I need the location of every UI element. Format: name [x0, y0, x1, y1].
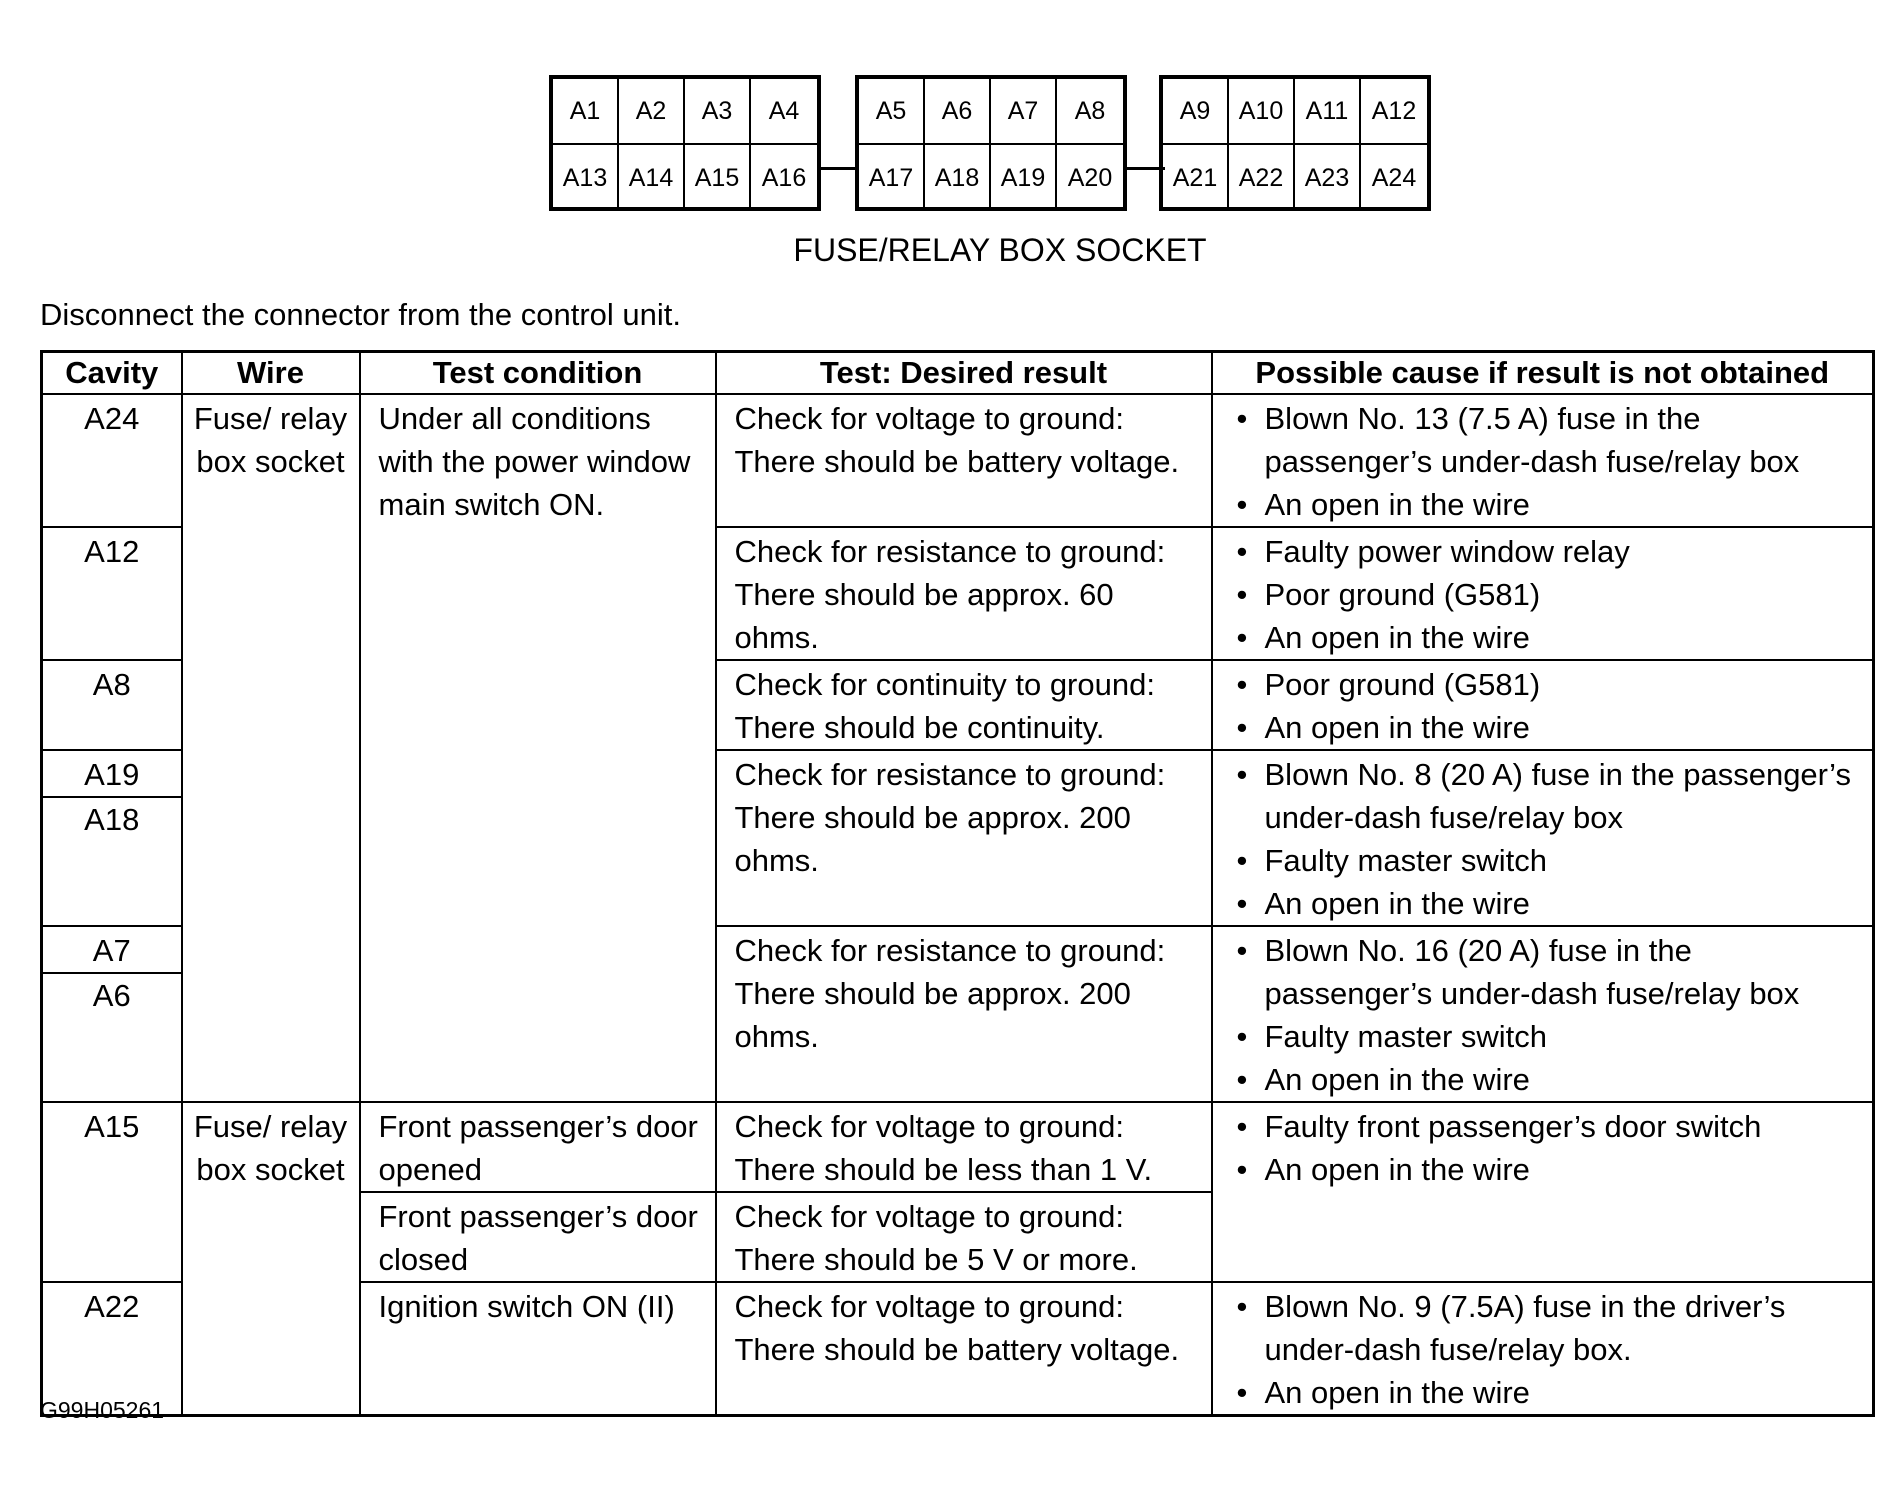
connector-pin: A2	[619, 79, 685, 145]
connector-pin: A14	[619, 145, 685, 211]
possible-cause-cell	[1212, 527, 1874, 660]
connector-caption: FUSE/RELAY BOX SOCKET	[793, 232, 1207, 268]
desired-result-cell: Check for resistance to ground: There should be approx. 200 ohms.	[716, 750, 1212, 926]
test-condition-cell: Front passenger’s door closed	[360, 1192, 716, 1282]
connector-pin-group-1	[549, 75, 821, 211]
cause-item: • An open in the wire	[1231, 1371, 1859, 1414]
cause-item: • Blown No. 8 (20 A) fuse in the passenger’s under-dash fuse/relay box	[1231, 753, 1859, 839]
connector-pin: A22	[1229, 145, 1295, 211]
connector-pin: A24	[1371, 163, 1417, 192]
connector-pin: A1	[553, 79, 619, 145]
connector-pin: A21	[1163, 145, 1229, 211]
cavity-cell	[42, 527, 182, 660]
connector-pin-group-2	[855, 75, 1127, 211]
cavity-cell	[42, 750, 182, 926]
connector-pin: A16	[761, 163, 807, 192]
connector-pin-group-3	[1159, 75, 1431, 211]
cause-item: • Blown No. 13 (7.5 A) fuse in the passenger’s under-dash fuse/relay box	[1231, 397, 1859, 483]
connector-pin: A3	[685, 79, 751, 145]
test-condition-cell: Ignition switch ON (II)	[360, 1282, 716, 1416]
cause-item: • An open in the wire	[1231, 1058, 1859, 1101]
column-header-wire: Wire	[182, 352, 360, 395]
cavity-label: A8	[92, 667, 131, 702]
cause-item: • An open in the wire	[1231, 483, 1859, 526]
connector-pin: A11	[1295, 79, 1361, 145]
connector-pin: A8	[1057, 79, 1123, 145]
cavity-cell	[42, 926, 182, 1102]
column-header-cavity: Cavity	[42, 352, 182, 395]
desired-result-cell: Check for resistance to ground: There should be approx. 60 ohms.	[716, 527, 1212, 660]
connector-pin: A7	[991, 79, 1057, 145]
cause-item: • Poor ground (G581)	[1231, 663, 1859, 706]
column-header-possible-cause: Possible cause if result is not obtained	[1212, 352, 1874, 395]
connector-pin: A23	[1295, 145, 1361, 211]
connector-pin: A12	[1361, 79, 1427, 145]
desired-result-cell: Check for continuity to ground: There should be continuity.	[716, 660, 1212, 750]
cause-item: • Blown No. 16 (20 A) fuse in the passenger’s under-dash fuse/relay box	[1231, 929, 1859, 1015]
connector-pin: A10	[1229, 79, 1295, 145]
cause-item: • Blown No. 9 (7.5A) fuse in the driver’s under-dash fuse/relay box.	[1231, 1285, 1859, 1371]
connector-pin: A5	[859, 79, 925, 145]
cavity-cell	[42, 1282, 182, 1416]
cause-item: • Faulty front passenger’s door switch	[1231, 1105, 1859, 1148]
possible-cause-cell	[1212, 750, 1874, 926]
cavity-label: A12	[84, 534, 140, 569]
cause-item: • Faulty master switch	[1231, 1015, 1859, 1058]
possible-cause-cell	[1212, 926, 1874, 1102]
cavity-label: A19	[43, 751, 181, 798]
cavity-cell	[42, 660, 182, 750]
connector-pin: A6	[925, 79, 991, 145]
table-row	[42, 394, 1874, 527]
wire-cell: Fuse/ relay box socket	[182, 394, 360, 1102]
connector-link-line	[819, 167, 859, 170]
wire-cell: Fuse/ relay box socket	[182, 1102, 360, 1416]
cavity-label: A7	[43, 927, 181, 974]
table-header-row	[42, 352, 1874, 395]
cause-item: • An open in the wire	[1231, 1148, 1859, 1191]
desired-result-cell: Check for voltage to ground: There should be battery voltage.	[716, 394, 1212, 527]
connector-pin: A18	[925, 145, 991, 211]
troubleshooting-table	[40, 350, 1875, 1417]
cause-item: • An open in the wire	[1231, 882, 1859, 925]
column-header-desired-result: Test: Desired result	[716, 352, 1212, 395]
connector-pin: A13	[553, 145, 619, 211]
desired-result-cell: Check for voltage to ground: There should be 5 V or more.	[716, 1192, 1212, 1282]
cause-item: • An open in the wire	[1231, 706, 1859, 749]
cause-item: • Faulty power window relay	[1231, 530, 1859, 573]
cause-item: • Faulty master switch	[1231, 839, 1859, 882]
test-condition-cell: Front passenger’s door opened	[360, 1102, 716, 1192]
table-row	[42, 1102, 1874, 1192]
connector-pin: A9	[1163, 79, 1229, 145]
cavity-label: A24	[84, 401, 140, 436]
test-condition-cell: Under all conditions with the power window main switch ON.	[360, 394, 716, 1102]
cavity-label: A6	[92, 978, 131, 1013]
connector-pin: A4	[751, 79, 817, 145]
desired-result-cell: Check for voltage to ground: There should be less than 1 V.	[716, 1102, 1212, 1192]
cavity-cell	[42, 394, 182, 527]
connector-pin: A19	[991, 145, 1057, 211]
possible-cause-cell	[1212, 1282, 1874, 1416]
cavity-label: A22	[84, 1289, 140, 1324]
connector-pin: A17	[859, 145, 925, 211]
cavity-cell	[42, 1102, 182, 1282]
cavity-label: A15	[84, 1109, 140, 1144]
desired-result-cell: Check for resistance to ground: There should be approx. 200 ohms.	[716, 926, 1212, 1102]
possible-cause-cell	[1212, 660, 1874, 750]
desired-result-cell: Check for voltage to ground: There should be battery voltage.	[716, 1282, 1212, 1416]
column-header-test-condition: Test condition	[360, 352, 716, 395]
possible-cause-cell	[1212, 1102, 1874, 1282]
instruction-text: Disconnect the connector from the control unit.	[40, 297, 681, 332]
cause-item: • Poor ground (G581)	[1231, 573, 1859, 616]
connector-pin: A20	[1067, 163, 1113, 192]
possible-cause-cell	[1212, 394, 1874, 527]
cause-item: • An open in the wire	[1231, 616, 1859, 659]
cavity-label: A18	[84, 802, 140, 837]
connector-pin: A15	[685, 145, 751, 211]
figure-id: G99H05261	[40, 1397, 165, 1423]
